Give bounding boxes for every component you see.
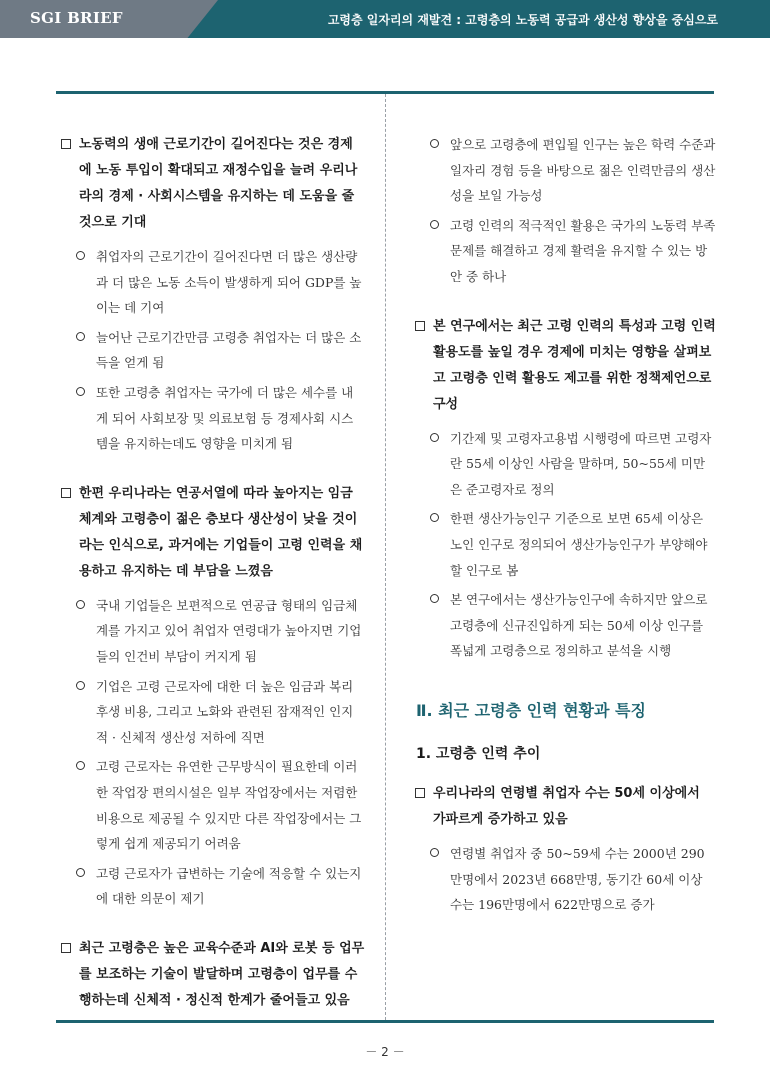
bottom-rule <box>56 1020 714 1023</box>
subsection-title: 1. 고령층 인력 추이 <box>416 745 541 762</box>
circle-bullet: 또한 고령층 취업자는 국가에 더 많은 세수를 내게 되어 사회보장 및 의료보험 등 경제사회 시스템을 유지하는데도 영향을 미치게 됨 <box>60 380 365 457</box>
circle-bullet: 기업은 고령 근로자에 대한 더 높은 임금과 복리후생 비용, 그리고 노화와 관련된 잠재적인 인지적 · 신체적 생산성 저하에 직면 <box>60 674 365 751</box>
section-title: Ⅱ. 최근 고령층 인력 현황과 특징 <box>416 700 646 720</box>
left-column <box>60 132 365 1022</box>
circle-bullet: 국내 기업들은 보편적으로 연공급 형태의 임금체계를 가지고 있어 취업자 연령대가 높아지면 기업들의 인건비 부담이 커지게 됨 <box>60 593 365 670</box>
circle-bullet: 기간제 및 고령자고용법 시행령에 따르면 고령자란 55세 이상인 사람을 말하며, 50~55세 미만은 준고령자로 정의 <box>414 426 716 503</box>
square-bullet: 본 연구에서는 최근 고령 인력의 특성과 고령 인력 활용도를 높일 경우 경제에 미치는 영향을 살펴보고 고령층 인력 활용도 제고를 위한 정책제언으로 구성 <box>414 314 716 418</box>
square-bullet: 노동력의 생애 근로기간이 길어진다는 것은 경제에 노동 투입이 확대되고 재정수입을 늘려 우리나라의 경제 · 사회시스템을 유지하는 데 도움을 줄 것으로 기대 <box>60 132 365 236</box>
circle-bullet: 고령 인력의 적극적인 활용은 국가의 노동력 부족 문제를 해결하고 경제 활력을 유지할 수 있는 방안 중 하나 <box>414 213 716 290</box>
circle-bullet: 연령별 취업자 중 50~59세 수는 2000년 290만명에서 2023년 668만명, 동기간 60세 이상 수는 196만명에서 622만명으로 증가 <box>414 841 716 918</box>
circle-bullet: 고령 근로자는 유연한 근무방식이 필요한데 이러한 작업장 편의시설은 일부 작업장에서는 저렴한 비용으로 제공될 수 있지만 다른 작업장에서는 그렇게 쉽게 제공되기 어려움 <box>60 754 365 856</box>
circle-bullet: 고령 근로자가 급변하는 기술에 적응할 수 있는지에 대한 의문이 제기 <box>60 861 365 912</box>
circle-bullet: 한편 생산가능인구 기준으로 보면 65세 이상은 노인 인구로 정의되어 생산가능인구가 부양해야 할 인구로 봄 <box>414 506 716 583</box>
circle-bullet: 앞으로 고령층에 편입될 인구는 높은 학력 수준과 일자리 경험 등을 바탕으로 젊은 인력만큼의 생산성을 보일 가능성 <box>414 132 716 209</box>
page-number: － 2 － <box>365 1045 405 1059</box>
square-bullet: 최근 고령층은 높은 교육수준과 AI와 로봇 등 업무를 보조하는 기술이 발달하며 고령층이 업무를 수행하는데 신체적 · 정신적 한계가 줄어들고 있음 <box>60 936 365 1014</box>
circle-bullet: 본 연구에서는 생산가능인구에 속하지만 앞으로 고령층에 신규진입하게 되는 50세 이상 인구를 폭넓게 고령층으로 정의하고 분석을 시행 <box>414 587 716 664</box>
column-divider <box>385 94 386 1020</box>
circle-bullet: 늘어난 근로기간만큼 고령층 취업자는 더 많은 소득을 얻게 됨 <box>60 325 365 376</box>
circle-bullet: 취업자의 근로기간이 길어진다면 더 많은 생산량과 더 많은 노동 소득이 발생하게 되어 GDP를 높이는 데 기여 <box>60 244 365 321</box>
square-bullet: 한편 우리나라는 연공서열에 따라 높아지는 임금체계와 고령층이 젊은 층보다 생산성이 낮을 것이라는 인식으로, 과거에는 기업들이 고령 인력을 채용하고 유지하는 데 부담을 느꼈음 <box>60 481 365 585</box>
brand-label: SGI BRIEF <box>30 9 123 27</box>
square-bullet: 우리나라의 연령별 취업자 수는 50세 이상에서 가파르게 증가하고 있음 <box>414 781 716 833</box>
right-column <box>414 132 716 922</box>
header-title: 고령층 일자리의 재발견 : 고령층의 노동력 공급과 생산성 향상을 중심으로 <box>327 13 718 27</box>
